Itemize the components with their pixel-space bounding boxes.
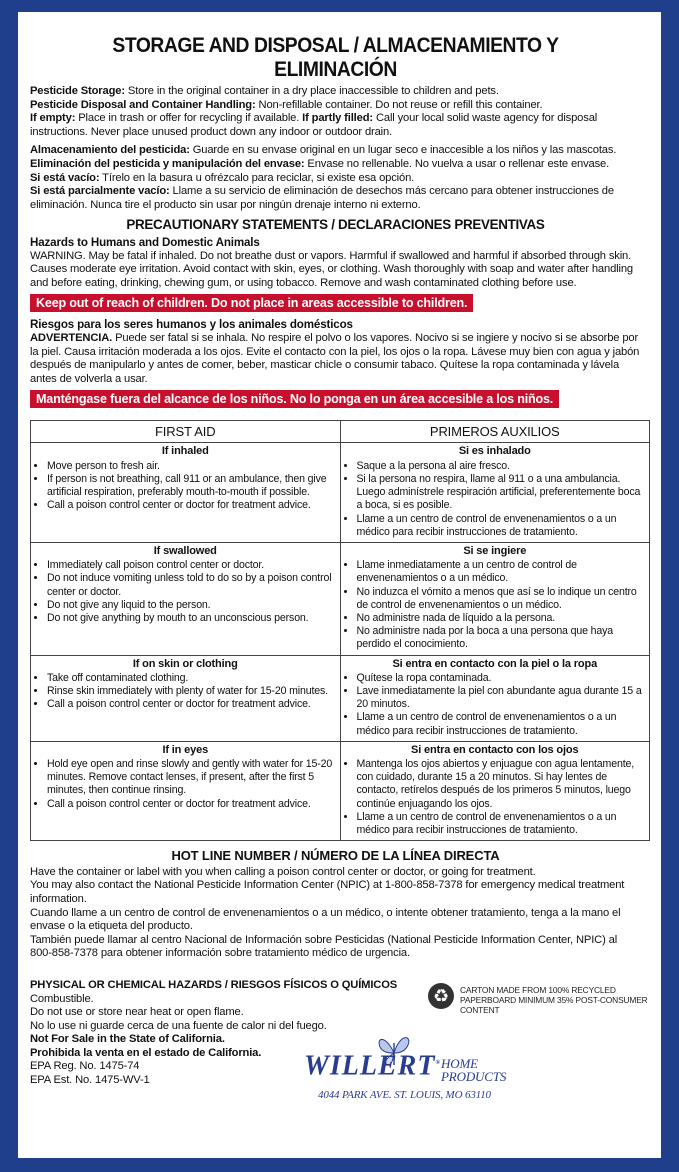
epa-reg-number: EPA Reg. No. 1475-74 — [30, 1060, 140, 1073]
not-for-sale-es-text: Prohibida la venta en el estado de California. — [30, 1046, 262, 1059]
table-row — [31, 655, 650, 741]
empty-es-label: Si está vacío: — [30, 171, 100, 184]
table-row — [31, 542, 650, 655]
advertencia-label: ADVERTENCIA. — [30, 331, 113, 344]
precaution-title: PRECAUTIONARY STATEMENTS / DECLARACIONES PREVENTIVAS — [126, 217, 545, 233]
recycle-icon: ♻ — [428, 983, 454, 1009]
row-title: Si se ingiere — [463, 544, 527, 557]
item-list — [35, 758, 336, 811]
storage-label: Pesticide Storage: — [30, 85, 125, 97]
disposal-label: Pesticide Disposal and Container Handling: — [30, 98, 256, 111]
bottom-section — [30, 978, 648, 1119]
storage-line — [30, 85, 641, 99]
disposal-line — [30, 99, 641, 113]
first-aid-cell-es — [340, 741, 650, 840]
list-item: • No induzca el vómito a menos que así se lo indique un centro de control de envenenamientos o un médico. — [357, 586, 646, 612]
storage-english — [30, 85, 641, 139]
row-title: Si es inhalado — [458, 445, 531, 458]
first-aid-table — [30, 420, 650, 841]
list-item: • Take off contaminated clothing. — [47, 672, 336, 685]
list-item: • Call a poison control center or doctor for treatment advice. — [47, 798, 336, 811]
brand-sub-home: HOME — [441, 1055, 478, 1071]
hotline-paragraph: También puede llamar al centro Nacional de Información sobre Pesticidas (National Pesticide Information Center, NPIC) al 800-858-7378 para obtener información sobre tratamiento médico de urgencia. — [30, 933, 618, 960]
row-title: Si entra en contacto con los ojos — [411, 743, 579, 756]
brand-name — [304, 1050, 441, 1082]
hazards-es-title: Riesgos para los seres humanos y los animales domésticos — [30, 318, 353, 332]
item-list — [345, 758, 646, 837]
item-list — [345, 460, 646, 539]
partly-es-line — [30, 185, 641, 212]
brand-subtitle — [441, 1057, 506, 1083]
hotline-paragraph: You may also contact the National Pesticide Information Center (NPIC) at 1-800-858-7378 for emergency medical treatment information. — [30, 879, 625, 905]
empty-text: Place in trash or offer for recycling if available. — [75, 112, 303, 125]
storage-es-label: Almacenamiento del pesticida: — [30, 144, 190, 157]
row-title: Si entra en contacto con la piel o la ropa — [392, 657, 598, 670]
recycle-text: CARTON MADE FROM 100% RECYCLED PAPERBOARD MINIMUM 35% POST-CONSUMER CONTENT — [460, 984, 648, 1015]
item-list — [345, 672, 646, 738]
list-item: • Quítese la ropa contaminada. — [357, 672, 646, 685]
hotline-title: HOT LINE NUMBER / NÚMERO DE LA LÍNEA DIRECTA — [171, 848, 500, 864]
first-aid-cell-es — [340, 655, 650, 741]
list-item: • Immediately call poison control center or doctor. — [47, 559, 336, 572]
list-item: • Llame a un centro de control de envenenamientos o a un médico para recibir instrucciones de tratamiento. — [357, 811, 646, 837]
partly-es-text: Llame a su servicio de eliminación de desechos más cercano para obtener instrucciones de eliminación. Nunca tire el producto sin usar por ningún drenaje interno ni externo. — [30, 185, 614, 211]
hazards-en-title: Hazards to Humans and Domestic Animals — [30, 235, 260, 249]
children-warning-banner-es: Manténgase fuera del alcance de los niños. No lo ponga en un área accesible a los niños. — [30, 390, 559, 408]
hazards-en-text: May be fatal if inhaled. Do not breathe dust or vapors. Harmful if swallowed and harmful if absorbed through skin. Causes moderate eye irritation. Avoid contact with skin, eyes, or clothing. Wash thoroughly with soap and water after handling and before eating, drinking, chewing gum, or using tobacco. Remove and wash contaminated clothing before use. — [30, 249, 633, 289]
list-item: • Do not induce vomiting unless told to do so by a poison control center or doctor. — [47, 572, 336, 598]
first-aid-header-es: PRIMEROS AUXILIOS — [340, 421, 650, 443]
row-title: If in eyes — [162, 743, 209, 756]
hazards-en-paragraph — [30, 250, 641, 291]
empty-es-line — [30, 172, 641, 186]
item-list — [35, 672, 336, 712]
empty-es-text: Tírelo en la basura u ofrézcalo para reciclar, si existe esa opción. — [99, 171, 415, 184]
row-title: If inhaled — [161, 445, 209, 458]
partly-filled-label: If partly filled: — [302, 112, 373, 125]
row-title: If swallowed — [153, 544, 217, 557]
empty-line — [30, 112, 641, 139]
list-item: • Do not give any liquid to the person. — [47, 599, 336, 612]
not-for-sale-en-text: Not For Sale in the State of California. — [30, 1033, 225, 1046]
list-item: • Hold eye open and rinse slowly and gently with water for 15-20 minutes. Remove contact lenses, if present, after the first 5 minutes, then continue rinsing. — [47, 758, 336, 798]
list-item: • Llame a un centro de control de envenenamientos o a un médico para recibir instrucciones de tratamiento. — [357, 513, 646, 539]
list-item: • Move person to fresh air. — [47, 460, 336, 473]
list-item: • Saque a la persona al aire fresco. — [357, 460, 646, 473]
list-item: • Llame inmediatamente a un centro de control de envenenamientos o a un médico. — [357, 559, 646, 585]
list-item: • Mantenga los ojos abiertos y enjuague con agua lentamente, con cuidado, durante 15 a 20 minutos. Si hay lentes de contacto, retírelos después de los primeros 5 minutos, luego continúe enjuagando los ojos. — [357, 758, 646, 811]
storage-spanish — [30, 144, 641, 212]
physical-line: Do not use or store near heat or open flame. — [30, 1006, 244, 1019]
storage-text: Store in the original container in a dry place inaccessible to children and pets. — [124, 85, 499, 97]
disposal-text: Non-refillable container. Do not reuse or refill this container. — [255, 98, 543, 111]
partly-es-label: Si está parcialmente vacío: — [30, 185, 170, 198]
empty-label: If empty: — [30, 112, 76, 125]
table-row — [31, 443, 650, 542]
first-aid-cell-en — [31, 542, 341, 655]
partly-filled-text: Call your local solid waste agency for disposal instructions. Never place unused product down any indoor or outdoor drain. — [30, 112, 598, 138]
first-aid-cell-es — [340, 542, 650, 655]
item-list — [35, 559, 336, 625]
list-item: • Llame a un centro de control de envenenamientos o a un médico para recibir instrucciones de tratamiento. — [357, 711, 646, 737]
storage-es-line — [30, 144, 641, 158]
first-aid-header-en: FIRST AID — [31, 421, 341, 443]
hazards-es-paragraph — [30, 332, 641, 386]
disposal-es-line — [30, 158, 641, 172]
table-row — [31, 741, 650, 840]
first-aid-header-row — [31, 421, 650, 443]
children-warning-banner-en: Keep out of reach of children. Do not place in areas accessible to children. — [30, 294, 473, 312]
hotline-paragraph: Cuando llame a un centro de control de envenenamientos o a un médico, o intente obtener tratamiento, tenga a la mano el envase o la etiqueta del producto. — [30, 906, 621, 933]
list-item: • Rinse skin immediately with plenty of water for 15-20 minutes. — [47, 685, 336, 698]
brand-name-text: WILLERT — [304, 1050, 436, 1082]
physical-line: No lo use ni guarde cerca de una fuente de calor ni del fuego. — [30, 1019, 327, 1032]
hotline-paragraph: Have the container or label with you when calling a poison control center or doctor, or going for treatment. — [30, 865, 536, 878]
list-item: • Call a poison control center or doctor for treatment advice. — [47, 499, 336, 512]
disposal-es-text: Envase no rellenable. No vuelva a usar o rellenar este envase. — [304, 157, 610, 170]
physical-line: Combustible. — [30, 992, 94, 1005]
item-list — [35, 460, 336, 513]
registered-mark: ® — [435, 1059, 441, 1066]
list-item: • No administre nada de líquido a la persona. — [357, 612, 646, 625]
list-item: • If person is not breathing, call 911 or an ambulance, then give artificial respiration, preferably mouth-to-mouth if possible. — [47, 473, 336, 499]
list-item: • Call a poison control center or doctor for treatment advice. — [47, 698, 336, 711]
first-aid-cell-es — [340, 443, 650, 542]
list-item: • Do not give anything by mouth to an unconscious person. — [47, 612, 336, 625]
list-item: • No administre nada por la boca a una persona que haya perdido el conocimiento. — [357, 625, 646, 651]
brand-address: 4044 PARK AVE. ST. LOUIS, MO 63110 — [318, 1088, 491, 1101]
epa-est-number: EPA Est. No. 1475-WV-1 — [30, 1074, 150, 1087]
storage-es-text: Guarde en su envase original en un lugar seco e inaccesible a los niños y las mascotas. — [189, 144, 617, 157]
willert-logo — [304, 1031, 554, 1111]
hazards-es-text: Puede ser fatal si se inhala. No respire el polvo o los vapores. Nocivo si se ingiere y nocivo si se absorbe por la piel. Causa irritación moderada a los ojos. Evite el contacto con la piel, los ojos o la ropa. Lávese muy bien con agua y jabón después de manipularlo y antes de comer, beber, masticar chicle o consumir tabaco. Quítese la ropa contaminada y lávela antes de volverla a usar. — [30, 331, 640, 385]
row-title: If on skin or clothing — [132, 657, 238, 670]
page-title: STORAGE AND DISPOSAL / ALMACENAMIENTO Y ELIMINACIÓN — [112, 34, 559, 81]
first-aid-cell-en — [31, 655, 341, 741]
list-item: • Si la persona no respira, llame al 911 o a una ambulancia. Luego adminístrele respiración artificial, preferentemente boca a boca, si es posible. — [357, 473, 646, 513]
disposal-es-label: Eliminación del pesticida y manipulación del envase: — [30, 157, 305, 170]
brand-sub-products: PRODUCTS — [441, 1068, 507, 1084]
label-panel — [18, 12, 661, 1158]
item-list — [345, 559, 646, 651]
first-aid-cell-en — [31, 741, 341, 840]
list-item: • Lave inmediatamente la piel con abundante agua durante 15 a 20 minutos. — [357, 685, 646, 711]
warning-label: WARNING. — [30, 249, 86, 262]
first-aid-cell-en — [31, 443, 341, 542]
physical-title: PHYSICAL OR CHEMICAL HAZARDS / RIESGOS FÍSICOS O QUÍMICOS — [30, 978, 398, 991]
